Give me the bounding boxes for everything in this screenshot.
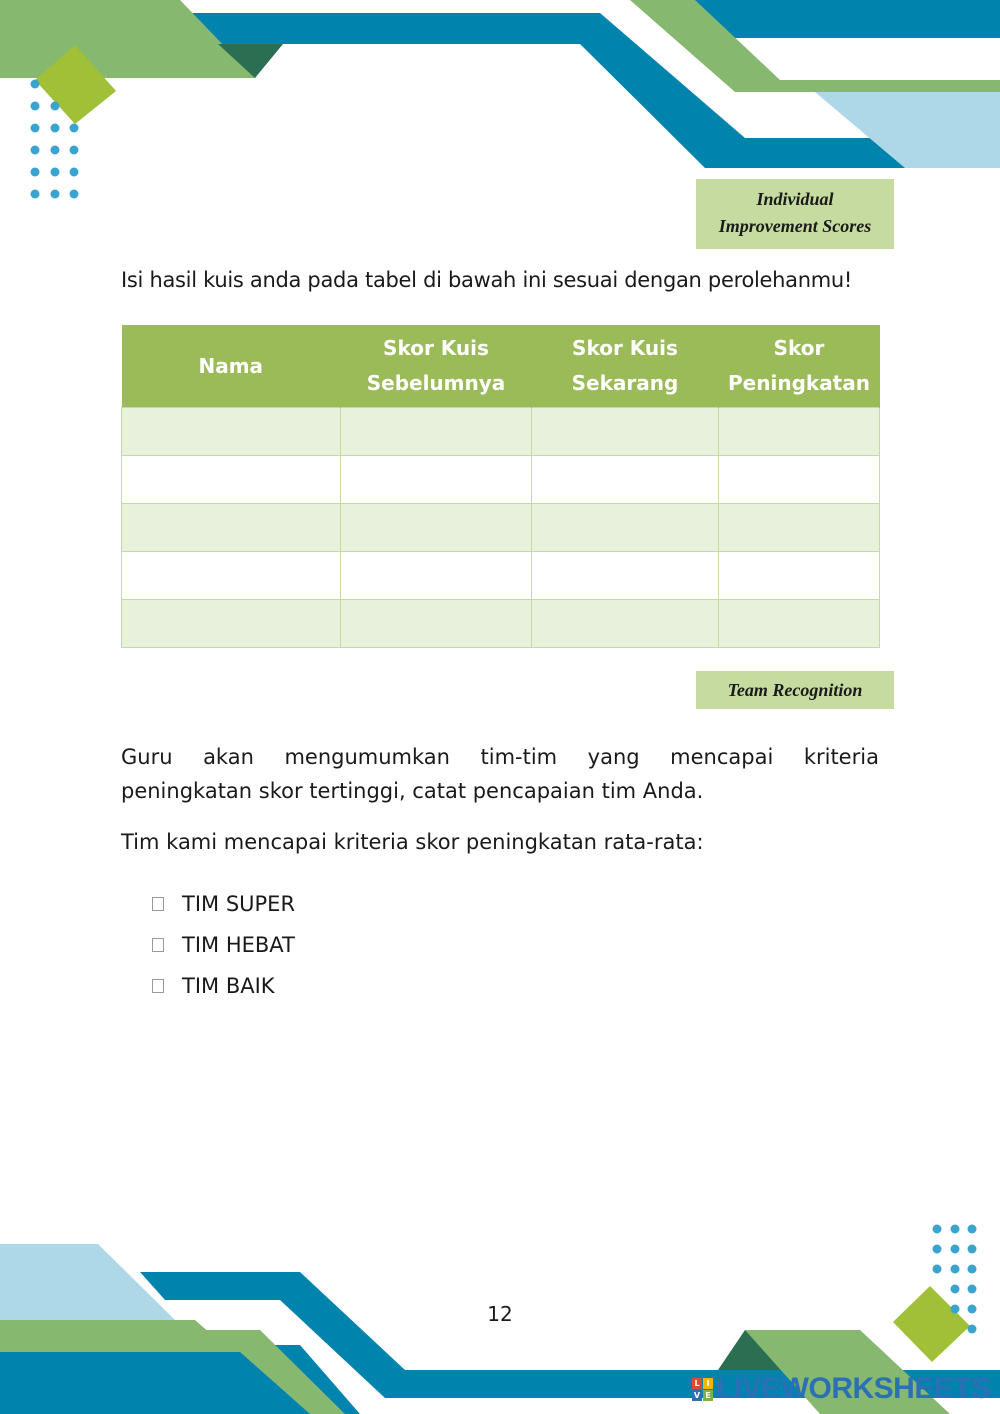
liveworksheets-wordmark: LIVEWORKSHEETS: [716, 1372, 991, 1405]
option-tim-hebat[interactable]: [152, 924, 295, 965]
table-cell[interactable]: [719, 504, 880, 552]
word: kriteria: [803, 745, 879, 769]
word: Guru: [121, 745, 173, 769]
word: mengumumkan: [284, 745, 450, 769]
table-row: [122, 408, 880, 456]
checkbox-icon[interactable]: [152, 897, 164, 911]
checkbox-icon[interactable]: [152, 979, 164, 993]
table-header-row: [122, 325, 880, 408]
table-cell[interactable]: [122, 504, 341, 552]
header-nama: Nama: [122, 325, 341, 408]
word: yang: [587, 745, 640, 769]
option-tim-baik[interactable]: [152, 965, 295, 1006]
individual-improvement-label: [696, 179, 894, 249]
table-cell[interactable]: [719, 408, 880, 456]
header-skor-sebelumnya: Skor Kuis Sebelumnya: [341, 325, 532, 408]
header-skor-peningkatan: Skor Peningkatan: [719, 325, 880, 408]
table-cell[interactable]: [122, 456, 341, 504]
table-row: [122, 456, 880, 504]
option-label: TIM SUPER: [182, 891, 296, 916]
table-cell[interactable]: [532, 600, 719, 648]
word: tim-tim: [480, 745, 558, 769]
table-cell[interactable]: [532, 552, 719, 600]
table-cell[interactable]: [532, 456, 719, 504]
table-cell[interactable]: [341, 408, 532, 456]
table-row: [122, 504, 880, 552]
top-decoration: [0, 0, 1000, 199]
table-cell[interactable]: [719, 600, 880, 648]
table-cell[interactable]: [532, 408, 719, 456]
table-cell[interactable]: [341, 552, 532, 600]
individual-label-line1: Individual: [756, 189, 834, 209]
announcement-line1: [121, 740, 879, 774]
individual-label-line2: Improvement Scores: [718, 216, 872, 236]
table-cell[interactable]: [532, 504, 719, 552]
table-cell[interactable]: [719, 456, 880, 504]
option-tim-super[interactable]: [152, 883, 295, 924]
word: mencapai: [670, 745, 774, 769]
table-row: [122, 552, 880, 600]
table-cell[interactable]: [122, 600, 341, 648]
option-label: TIM BAIK: [182, 973, 275, 998]
table-cell[interactable]: [719, 552, 880, 600]
checkbox-icon[interactable]: [152, 938, 164, 952]
liveworksheets-logo: [692, 1372, 991, 1406]
liveworksheets-logo-icon: L I V E: [692, 1378, 712, 1400]
page-number: 12: [487, 1302, 513, 1326]
option-label: TIM HEBAT: [182, 932, 295, 957]
table-cell[interactable]: [341, 504, 532, 552]
criteria-prompt: Tim kami mencapai kriteria skor peningkatan rata-rata:: [121, 830, 704, 854]
instruction-text: Isi hasil kuis anda pada tabel di bawah ini sesuai dengan perolehanmu!: [121, 268, 853, 292]
table-row: [122, 600, 880, 648]
announcement-line2: peningkatan skor tertinggi, catat pencapaian tim Anda.: [121, 779, 704, 803]
team-recognition-label: Team Recognition: [696, 671, 894, 709]
score-table: [121, 325, 880, 648]
table-cell[interactable]: [341, 600, 532, 648]
team-options-list: [152, 883, 295, 1006]
announcement-paragraph: [121, 740, 879, 808]
word: akan: [203, 745, 254, 769]
table-cell[interactable]: [122, 408, 341, 456]
table-cell[interactable]: [122, 552, 341, 600]
header-skor-sekarang: Skor Kuis Sekarang: [532, 325, 719, 408]
table-cell[interactable]: [341, 456, 532, 504]
